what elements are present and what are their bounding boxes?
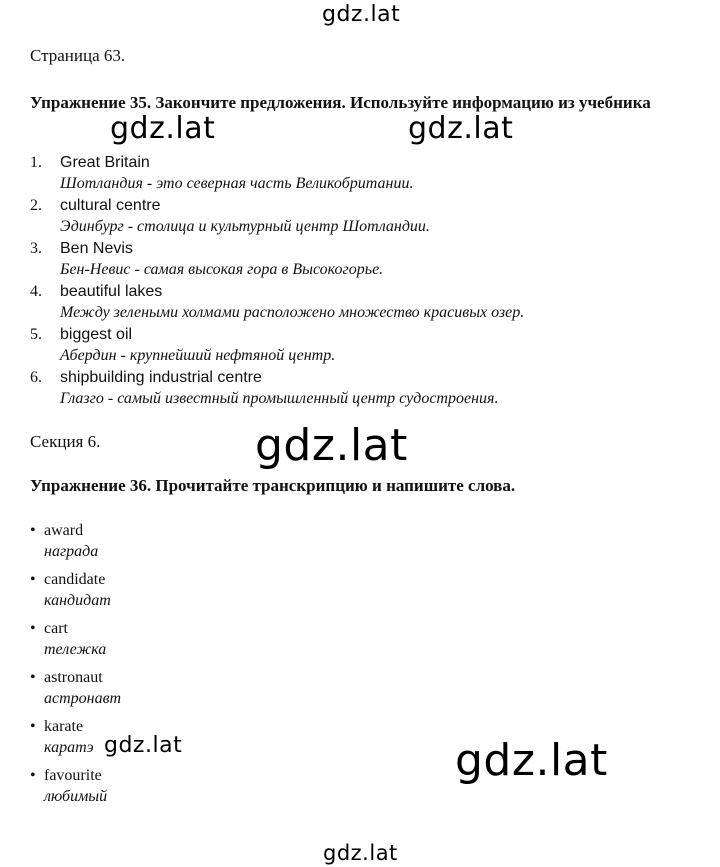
list-item <box>30 718 430 767</box>
word-russian: награда <box>44 543 99 560</box>
list-item <box>30 197 690 240</box>
word-english: favourite <box>44 767 102 784</box>
item-number: 1. <box>30 154 42 171</box>
watermark-top: gdz.lat <box>322 2 401 27</box>
watermark-karate: gdz.lat <box>104 733 183 758</box>
bullet: • <box>30 669 36 686</box>
item-number: 3. <box>30 240 42 257</box>
word-russian: астронавт <box>44 690 122 707</box>
exercise-35-list <box>30 154 690 412</box>
watermark-heading-left: gdz.lat <box>110 111 216 146</box>
word-english: karate <box>44 718 84 735</box>
exercise-35-title: Упражнение 35. Закончите предложения. Используйте информацию из учебника <box>30 93 651 112</box>
item-number: 5. <box>30 326 42 343</box>
item-english: beautiful lakes <box>60 283 163 300</box>
list-item <box>30 620 430 669</box>
list-item <box>30 154 690 197</box>
word-english: cart <box>44 620 68 637</box>
item-russian: Бен-Невис - самая высокая гора в Высокогорье. <box>60 261 384 278</box>
watermark-middle: gdz.lat <box>255 420 408 471</box>
list-item <box>30 240 690 283</box>
item-english: Ben Nevis <box>60 240 133 257</box>
list-item <box>30 369 690 412</box>
word-russian: кандидат <box>44 592 111 609</box>
word-russian: каратэ <box>44 739 94 756</box>
list-item <box>30 767 430 816</box>
item-english: cultural centre <box>60 197 161 214</box>
bullet: • <box>30 767 36 784</box>
word-english: astronaut <box>44 669 103 686</box>
word-english: candidate <box>44 571 106 588</box>
exercise-36-list <box>30 522 430 816</box>
bullet: • <box>30 522 36 539</box>
item-russian: Абердин - крупнейший нефтяной центр. <box>60 347 336 364</box>
item-russian: Между зелеными холмами расположено множество красивых озер. <box>60 304 525 321</box>
section-label: Секция 6. <box>30 432 101 451</box>
watermark-heading-right: gdz.lat <box>408 111 514 146</box>
item-number: 4. <box>30 283 42 300</box>
watermark-bottom: gdz.lat <box>323 841 398 865</box>
word-english: award <box>44 522 84 539</box>
watermark-large: gdz.lat <box>455 735 608 786</box>
item-english: biggest oil <box>60 326 133 343</box>
item-russian: Эдинбург - столица и культурный центр Шотландии. <box>60 218 430 235</box>
bullet: • <box>30 620 36 637</box>
list-item <box>30 571 430 620</box>
list-item <box>30 522 430 571</box>
bullet: • <box>30 571 36 588</box>
item-english: Great Britain <box>60 154 150 171</box>
item-russian: Глазго - самый известный промышленный центр судостроения. <box>60 390 499 407</box>
item-number: 6. <box>30 369 42 386</box>
item-number: 2. <box>30 197 42 214</box>
word-russian: любимый <box>44 788 108 805</box>
exercise-36-title: Упражнение 36. Прочитайте транскрипцию и напишите слова. <box>30 476 516 495</box>
item-russian: Шотландия - это северная часть Великобритании. <box>60 175 414 192</box>
list-item <box>30 283 690 326</box>
list-item <box>30 326 690 369</box>
word-russian: тележка <box>44 641 107 658</box>
list-item <box>30 669 430 718</box>
bullet: • <box>30 718 36 735</box>
page-label: Страница 63. <box>30 46 126 65</box>
item-english: shipbuilding industrial centre <box>60 369 262 386</box>
